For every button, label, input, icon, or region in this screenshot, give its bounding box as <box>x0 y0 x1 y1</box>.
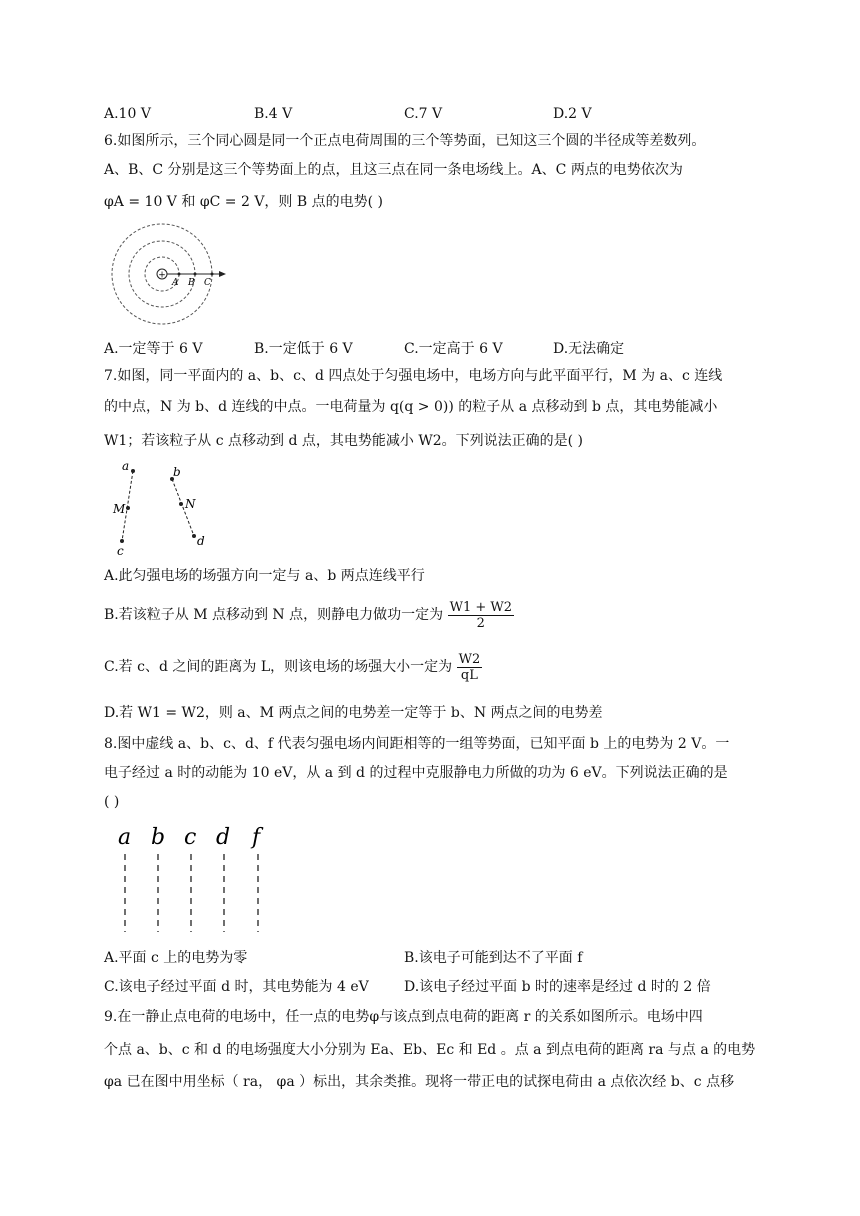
q7-option-b-denominator: 2 <box>476 615 485 631</box>
q6-option-c: C.一定高于 6 V <box>404 341 503 357</box>
q7-label-b: b <box>173 465 181 479</box>
q6-concentric-circles-figure <box>108 222 233 327</box>
q6-option-a: A.一定等于 6 V <box>104 341 203 357</box>
q5-option-b: B.4 V <box>254 106 293 122</box>
q7-option-a: A.此匀强电场的场强方向一定与 a、b 两点连线平行 <box>104 568 425 584</box>
q7-stem-line-2: 的中点，N 为 b、d 连线的中点。一电荷量为 q(q > 0)) 的粒子从 a 点移动到 b 点，其电势能减小 <box>104 399 718 415</box>
q7-label-d: d <box>197 534 205 548</box>
q7-stem-line-3: W1；若该粒子从 c 点移动到 d 点，其电势能减小 W2。下列说法正确的是( ) <box>104 433 584 449</box>
q8-option-d: D.该电子经过平面 b 时的速率是经过 d 时的 2 倍 <box>404 979 711 995</box>
q7-stem-line-1: 7.如图，同一平面内的 a、b、c、d 四点处于匀强电场中，电场方向与此平面平行，M 为 a、c 连线 <box>104 368 723 384</box>
q7-option-c <box>104 650 482 684</box>
q7-point-d <box>192 534 196 538</box>
q7-label-n: N <box>185 497 196 511</box>
q9-stem-line-2: 个点 a、b、c 和 d 的电场强度大小分别为 Ea、Eb、Ec 和 Ed 。点 a 到点电荷的距离 ra 与点 a 的电势 <box>104 1042 756 1058</box>
q7-point-m <box>126 506 130 510</box>
q8-label-c: c <box>184 825 197 850</box>
q6-label-plus: + <box>158 270 166 281</box>
q5-option-a: A.10 V <box>104 106 151 122</box>
q8-stem-line-1: 8.图中虚线 a、b、c、d、f 代表匀强电场内间距相等的一组等势面，已知平面 b 上的电势为 2 V。一 <box>104 736 730 752</box>
q6-option-b: B.一定低于 6 V <box>254 341 353 357</box>
q8-label-a: a <box>118 825 132 850</box>
q7-option-b-numerator: W1 + W2 <box>449 599 513 615</box>
q6-point-a <box>178 273 181 276</box>
q7-option-c-denominator: qL <box>460 667 478 683</box>
q6-label-a: A <box>172 278 179 288</box>
q7-option-c-text: C.若 c、d 之间的距离为 L，则该电场的场强大小一定为 <box>104 659 453 675</box>
q7-point-a <box>131 469 135 473</box>
q6-stem-line-3: φA = 10 V 和 φC = 2 V，则 B 点的电势( ) <box>104 194 383 210</box>
q7-option-b-fraction <box>448 600 514 631</box>
q7-label-a: a <box>122 459 130 473</box>
q9-stem-line-1: 9.在一静止点电荷的电场中，任一点的电势φ与该点到点电荷的距离 r 的关系如图所示。电场中四 <box>104 1009 703 1025</box>
q6-field-arrowhead <box>219 271 226 277</box>
q6-option-d: D.无法确定 <box>553 341 625 357</box>
q7-point-c <box>120 539 124 543</box>
q7-label-c: c <box>117 544 124 558</box>
q6-label-b: B <box>188 278 195 288</box>
q7-option-b-text: B.若该粒子从 M 点移动到 N 点，则静电力做功一定为 <box>104 607 444 623</box>
q9-stem-line-3: φa 已在图中用坐标（ ra， φa ）标出，其余类推。现将一带正电的试探电荷由 a 点依次经 b、c 点移 <box>104 1074 735 1090</box>
q6-label-c: C <box>204 278 211 288</box>
q6-point-b <box>194 273 197 276</box>
q8-stem-line-3: ( ) <box>104 794 120 810</box>
q8-option-a: A.平面 c 上的电势为零 <box>104 950 248 966</box>
q6-point-c <box>211 273 214 276</box>
q7-point-n <box>179 502 183 506</box>
q5-option-c: C.7 V <box>404 106 443 122</box>
q6-stem-line-2: A、B、C 分别是这三个等势面上的点，且这三点在同一条电场线上。A、C 两点的电势依次为 <box>104 162 683 178</box>
q7-option-c-numerator: W2 <box>458 651 481 667</box>
q8-label-f: f <box>252 825 261 850</box>
q6-stem-line-1: 6.如图所示，三个同心圆是同一个正点电荷周围的三个等势面，已知这三个圆的半径成等差数列。 <box>104 133 706 149</box>
q8-stem-line-2: 电子经过 a 时的动能为 10 eV，从 a 到 d 的过程中克服静电力所做的功为 6 eV。下列说法正确的是 <box>104 765 728 781</box>
q5-option-d: D.2 V <box>553 106 592 122</box>
q8-option-b: B.该电子可能到达不了平面 f <box>404 950 583 966</box>
q8-option-c: C.该电子经过平面 d 时，其电势能为 4 eV <box>104 979 369 995</box>
q8-label-b: b <box>151 825 166 850</box>
q7-option-d: D.若 W1 = W2，则 a、M 两点之间的电势差一定等于 b、N 两点之间的电势差 <box>104 705 603 721</box>
q7-option-b <box>104 598 514 632</box>
q8-label-d: d <box>216 825 231 850</box>
q7-option-c-fraction <box>457 652 483 683</box>
q8-equipotential-planes-figure <box>112 822 272 937</box>
q7-label-m: M <box>113 502 126 516</box>
q7-points-figure <box>110 458 220 558</box>
